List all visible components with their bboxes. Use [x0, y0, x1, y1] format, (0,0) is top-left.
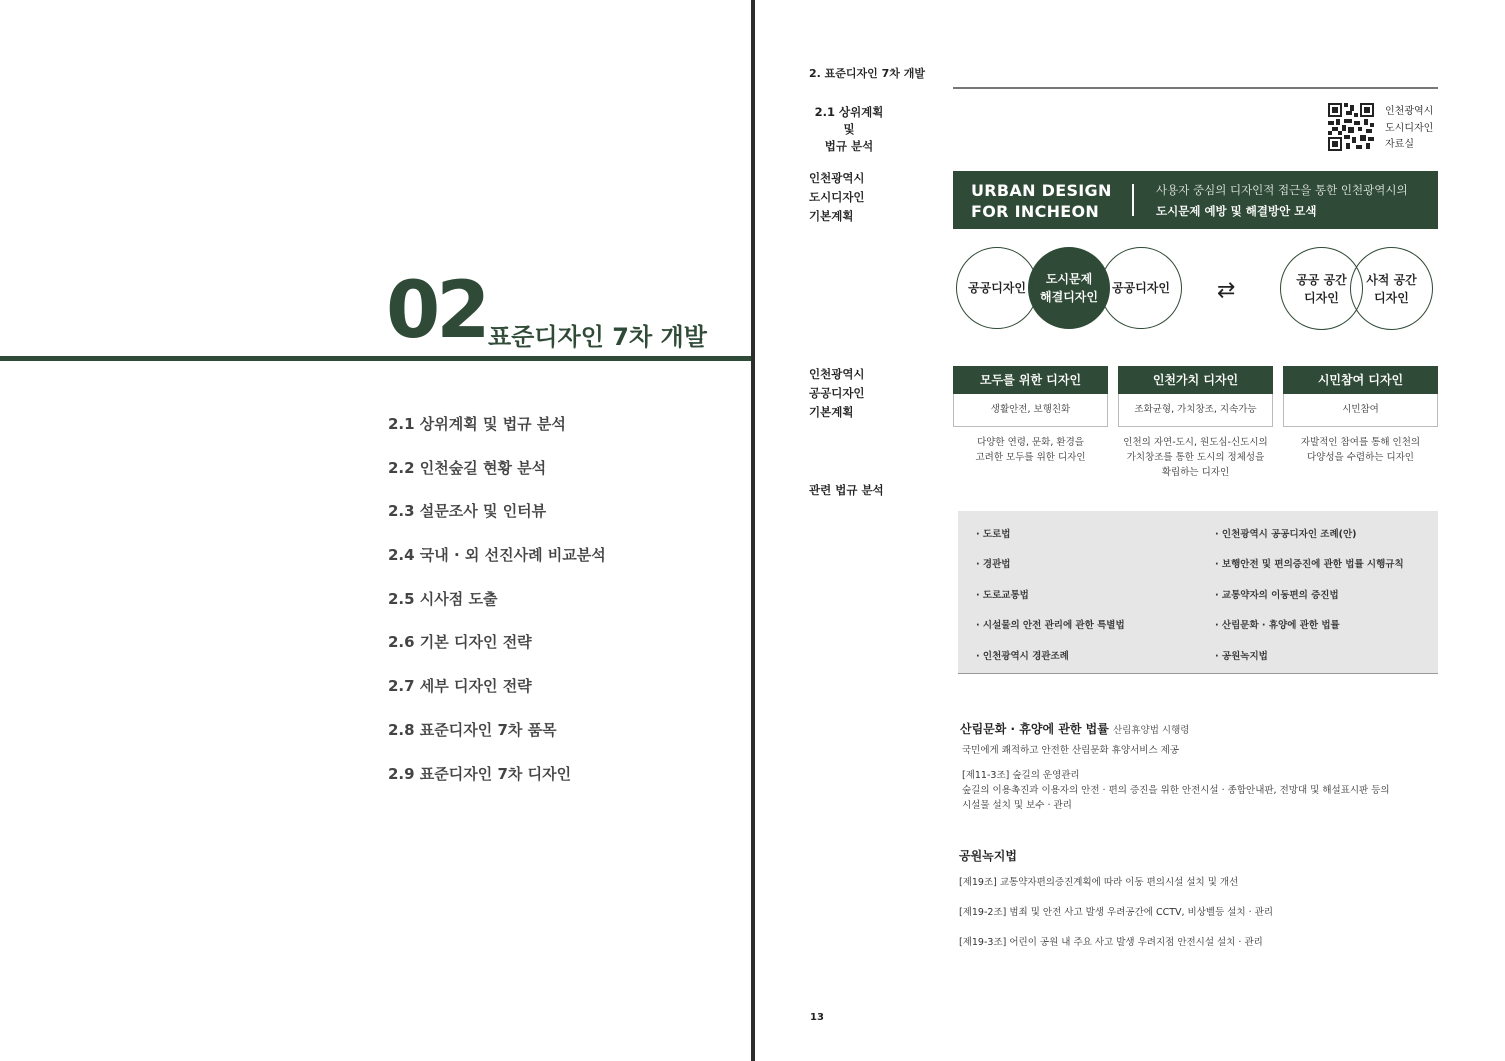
law-item: · 보행안전 및 편의증진에 관한 법률 시행규칙: [1215, 559, 1404, 570]
principle-head: 시민참여 디자인: [1283, 366, 1438, 394]
law-item: · 시설물의 안전 관리에 관한 특별법: [976, 620, 1125, 631]
circle-private-space: 사적 공간 디자인: [1350, 247, 1433, 330]
qr-caption: 인천광역시 도시디자인 자료실: [1385, 106, 1434, 150]
law-item: · 도로교통법: [976, 590, 1029, 601]
toc-item-2-1[interactable]: 2.1 상위계획 및 법규 분석: [388, 415, 566, 433]
page-number: 13: [810, 1012, 824, 1023]
principle-description: 인천의 자연-도시, 원도심-신도시의 가치창조를 통한 도시의 정체성을 확립하는 디자인: [1123, 437, 1268, 478]
table-of-contents: [388, 405, 606, 798]
law-item: · 경관법: [976, 559, 1011, 570]
law-item: · 인천광역시 공공디자인 조례(안): [1215, 529, 1357, 540]
principle-keywords: 생활안전, 보행친화: [953, 394, 1108, 427]
law-item: · 도로법: [976, 529, 1011, 540]
book-spine: [751, 0, 755, 1061]
law-item: · 공원녹지법: [1215, 651, 1268, 662]
banner-line-2: 도시문제 예방 및 해결방안 모색: [1156, 204, 1317, 218]
park-law-item: [제19조] 교통약자편의증진계획에 따라 이동 편의시설 설치 및 개선: [959, 877, 1239, 888]
forest-law-body-2: 시설물 설치 및 보수 · 관리: [962, 800, 1072, 811]
header-rule: [953, 87, 1438, 89]
laws-label: 관련 법규 분석: [809, 483, 884, 497]
toc-item-2-9[interactable]: 2.9 표준디자인 7차 디자인: [388, 764, 572, 783]
section-label: 2.1 상위계획 및 법규 분석: [814, 105, 884, 153]
principle-description: 자발적인 참여를 통해 인천의 다양성을 수렴하는 디자인: [1300, 437, 1421, 463]
qr-code-icon[interactable]: [1328, 103, 1374, 151]
principle-column-all: [953, 366, 1108, 465]
principle-keywords: 조화균형, 가치창조, 지속가능: [1118, 394, 1273, 427]
toc-item-2-5[interactable]: 2.5 시사점 도출: [388, 589, 498, 608]
toc-item-2-4[interactable]: 2.4 국내 · 외 선진사례 비교분석: [388, 546, 606, 565]
forest-law-body-1: 숲길의 이용촉진과 이용자의 안전 · 편의 증진을 위한 안전시설 · 종합안내판, 전망대 및 해설표시판 등의: [962, 785, 1390, 796]
law-item: · 인천광역시 경관조례: [976, 651, 1069, 662]
law-item: · 교통약자의 이동편의 증진법: [1215, 590, 1339, 601]
circle-public-space: 공공 공간 디자인: [1280, 247, 1363, 330]
swap-arrows-icon: ⇄: [1217, 278, 1236, 303]
principle-description: 다양한 연령, 문화, 환경을 고려한 모두를 위한 디자인: [975, 437, 1086, 463]
urban-plan-label: 인천광역시 도시디자인 기본계획: [809, 171, 865, 223]
circle-urban-problem: 도시문제 해결디자인: [1028, 247, 1110, 329]
circle-public-design-2: 공공디자인: [1100, 247, 1182, 329]
toc-item-2-8[interactable]: 2.8 표준디자인 7차 품목: [388, 720, 557, 739]
banner-title: URBAN DESIGN FOR INCHEON: [971, 181, 1112, 221]
toc-item-2-6[interactable]: 2.6 기본 디자인 전략: [388, 633, 532, 652]
circle-public-design-1: 공공디자인: [956, 247, 1038, 329]
breadcrumb: 2. 표준디자인 7차 개발: [809, 67, 925, 80]
principle-head: 모두를 위한 디자인: [953, 366, 1108, 394]
toc-item-2-3[interactable]: 2.3 설문조사 및 인터뷰: [388, 502, 547, 521]
forest-law-article: [제11-3조] 숲길의 운영관리: [962, 770, 1080, 781]
park-law-item: [제19-3조] 어린이 공원 내 주요 사고 발생 우려지점 안전시설 설치 · 관리: [959, 937, 1263, 948]
forest-law-title: 산림문화 · 휴양에 관한 법률: [960, 722, 1109, 736]
principle-head: 인천가치 디자인: [1118, 366, 1273, 394]
principle-column-value: [1118, 366, 1273, 480]
principle-column-citizen: [1283, 366, 1438, 465]
chapter-divider: [0, 356, 751, 361]
forest-law-purpose: 국민에게 쾌적하고 안전한 산림문화 휴양서비스 제공: [962, 745, 1179, 756]
banner-line-1: 사용자 중심의 디자인적 접근을 통한 인천광역시의: [1156, 183, 1408, 197]
principle-keywords: 시민참여: [1283, 394, 1438, 427]
banner-divider: [1132, 184, 1134, 216]
chapter-title: 표준디자인 7차 개발: [488, 323, 707, 351]
forest-law-heading: [960, 720, 1189, 737]
chapter-number: 02: [386, 266, 487, 356]
park-law-item: [제19-2조] 범죄 및 안전 사고 발생 우려공간에 CCTV, 비상벨등 설치 · 관리: [959, 907, 1274, 918]
public-plan-label: 인천광역시 공공디자인 기본계획: [809, 367, 865, 419]
laws-box: [958, 511, 1438, 674]
toc-item-2-2[interactable]: 2.2 인천숲길 현황 분석: [388, 458, 547, 477]
toc-item-2-7[interactable]: 2.7 세부 디자인 전략: [388, 677, 532, 696]
park-law-title: 공원녹지법: [959, 849, 1017, 863]
forest-law-subtitle: 산림휴양법 시행령: [1112, 725, 1190, 736]
urban-design-banner: [953, 171, 1438, 229]
law-item: · 산림문화 · 휴양에 관한 법률: [1215, 620, 1340, 631]
